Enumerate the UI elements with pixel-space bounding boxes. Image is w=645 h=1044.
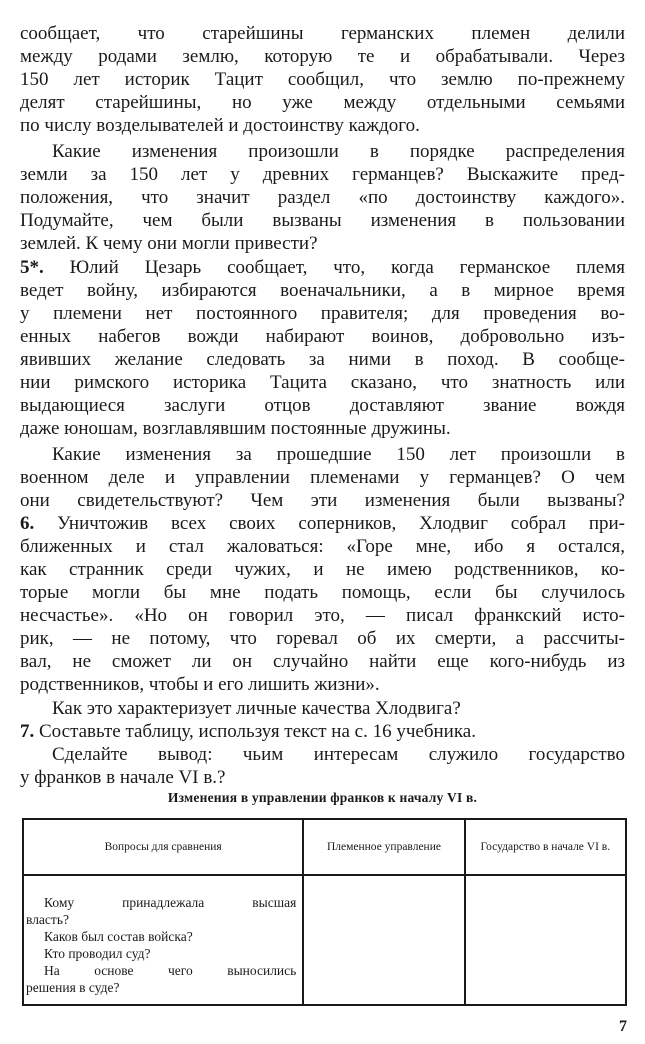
text-line: у племени нет постоянного правителя; для проведения во-	[20, 303, 625, 324]
question-line: власть?	[26, 912, 69, 927]
question-line: На основе чего выносились	[44, 963, 297, 978]
text-line: по числу возделывателей и достоинству каждого.	[20, 115, 420, 136]
text-line: Сделайте вывод: чьим интересам служило государство	[52, 744, 625, 765]
comparison-table	[22, 818, 627, 1006]
text-line: как странник среди чужих, и не имею родственников, ко-	[20, 559, 625, 580]
empty-answer-cell[interactable]	[465, 875, 626, 1005]
task-6-first-line	[20, 512, 625, 535]
text-line: явивших желание следовать за ними в поход. В сообще-	[20, 349, 625, 370]
table-caption: Изменения в управлении франков к началу VI в.	[167, 790, 478, 805]
text-line: между родами землю, которую те и обрабатывали. Через	[20, 46, 625, 67]
question-line: Каков был состав войска?	[44, 929, 193, 944]
table-header-row	[23, 819, 626, 875]
text-line: енных набегов вожди набирают воинов, добровольно изъ-	[20, 326, 625, 347]
text-line: торые могли бы мне подать помощь, если бы случилось	[20, 582, 625, 603]
text-line: Подумайте, чем были вызваны изменения в пользовании	[20, 210, 625, 231]
text-line: даже юношам, возглавлявшим постоянные дружины.	[20, 418, 451, 439]
question-line: Кто проводил суд?	[44, 946, 151, 961]
text-line: несчастье». «Но он говорил это, — писал франкский исто-	[20, 605, 625, 626]
questions-cell	[23, 875, 303, 1005]
text-line: земли за 150 лет у древних германцев? Выскажите пред-	[20, 164, 625, 185]
text-line: Как это характеризует личные качества Хлодвига?	[52, 698, 461, 719]
text-span: Юлий Цезарь сообщает, что, когда германское племя	[43, 257, 625, 278]
task-5-number: 5*.	[20, 257, 44, 278]
text-line: выдающиеся заслуги отцов доставляют звание вождя	[20, 395, 625, 416]
text-line: Какие изменения за прошедшие 150 лет произошли в	[52, 444, 625, 465]
text-line: 150 лет историк Тацит сообщил, что землю по-прежнему	[20, 69, 625, 90]
text-span: Составьте таблицу, используя текст на с. 16 учебника.	[34, 721, 476, 742]
text-line: они свидетельствуют? Чем эти изменения были вызваны?	[20, 490, 625, 511]
text-line: рик, — не потому, что горевал об их смерти, а рассчиты-	[20, 628, 625, 649]
task-5-first-line	[20, 256, 625, 279]
table-header-cell: Вопросы для сравнения	[23, 819, 303, 875]
question-line: решения в суде?	[26, 980, 120, 995]
text-span: Уничтожив всех своих соперников, Хлодвиг собрал при-	[34, 513, 625, 534]
question-line: Кому принадлежала высшая	[44, 895, 297, 910]
page-number: 7	[619, 1018, 627, 1035]
table-row	[23, 875, 626, 1005]
text-line: у франков в начале VI в.?	[20, 767, 226, 788]
text-line: военном деле и управлении племенами у германцев? О чем	[20, 467, 625, 488]
task-7-line	[20, 720, 625, 743]
text-line: ведет войну, избираются военачальники, а в мирное время	[20, 280, 625, 301]
task-6-number: 6.	[20, 513, 35, 534]
text-line: Какие изменения произошли в порядке распределения	[52, 141, 625, 162]
text-line: нии римского историка Тацита сказано, что знатность или	[20, 372, 625, 393]
table-header-cell: Государство в начале VI в.	[465, 819, 626, 875]
text-line: ближенных и стал жаловаться: «Горе мне, ибо я остался,	[20, 536, 625, 557]
text-line: положения, что значит раздел «по достоинству каждого».	[20, 187, 625, 208]
text-line: родственников, чтобы и его лишить жизни».	[20, 674, 380, 695]
text-line: вал, не сможет ли он случайно найти еще кого-нибудь из	[20, 651, 625, 672]
empty-answer-cell[interactable]	[303, 875, 464, 1005]
text-line: делят старейшины, но уже между отдельными семьями	[20, 92, 625, 113]
text-line: землей. К чему они могли привести?	[20, 233, 318, 254]
task-7-number: 7.	[20, 721, 35, 742]
table-header-cell: Племенное управление	[303, 819, 464, 875]
text-line: сообщает, что старейшины германских племен делили	[20, 23, 625, 44]
